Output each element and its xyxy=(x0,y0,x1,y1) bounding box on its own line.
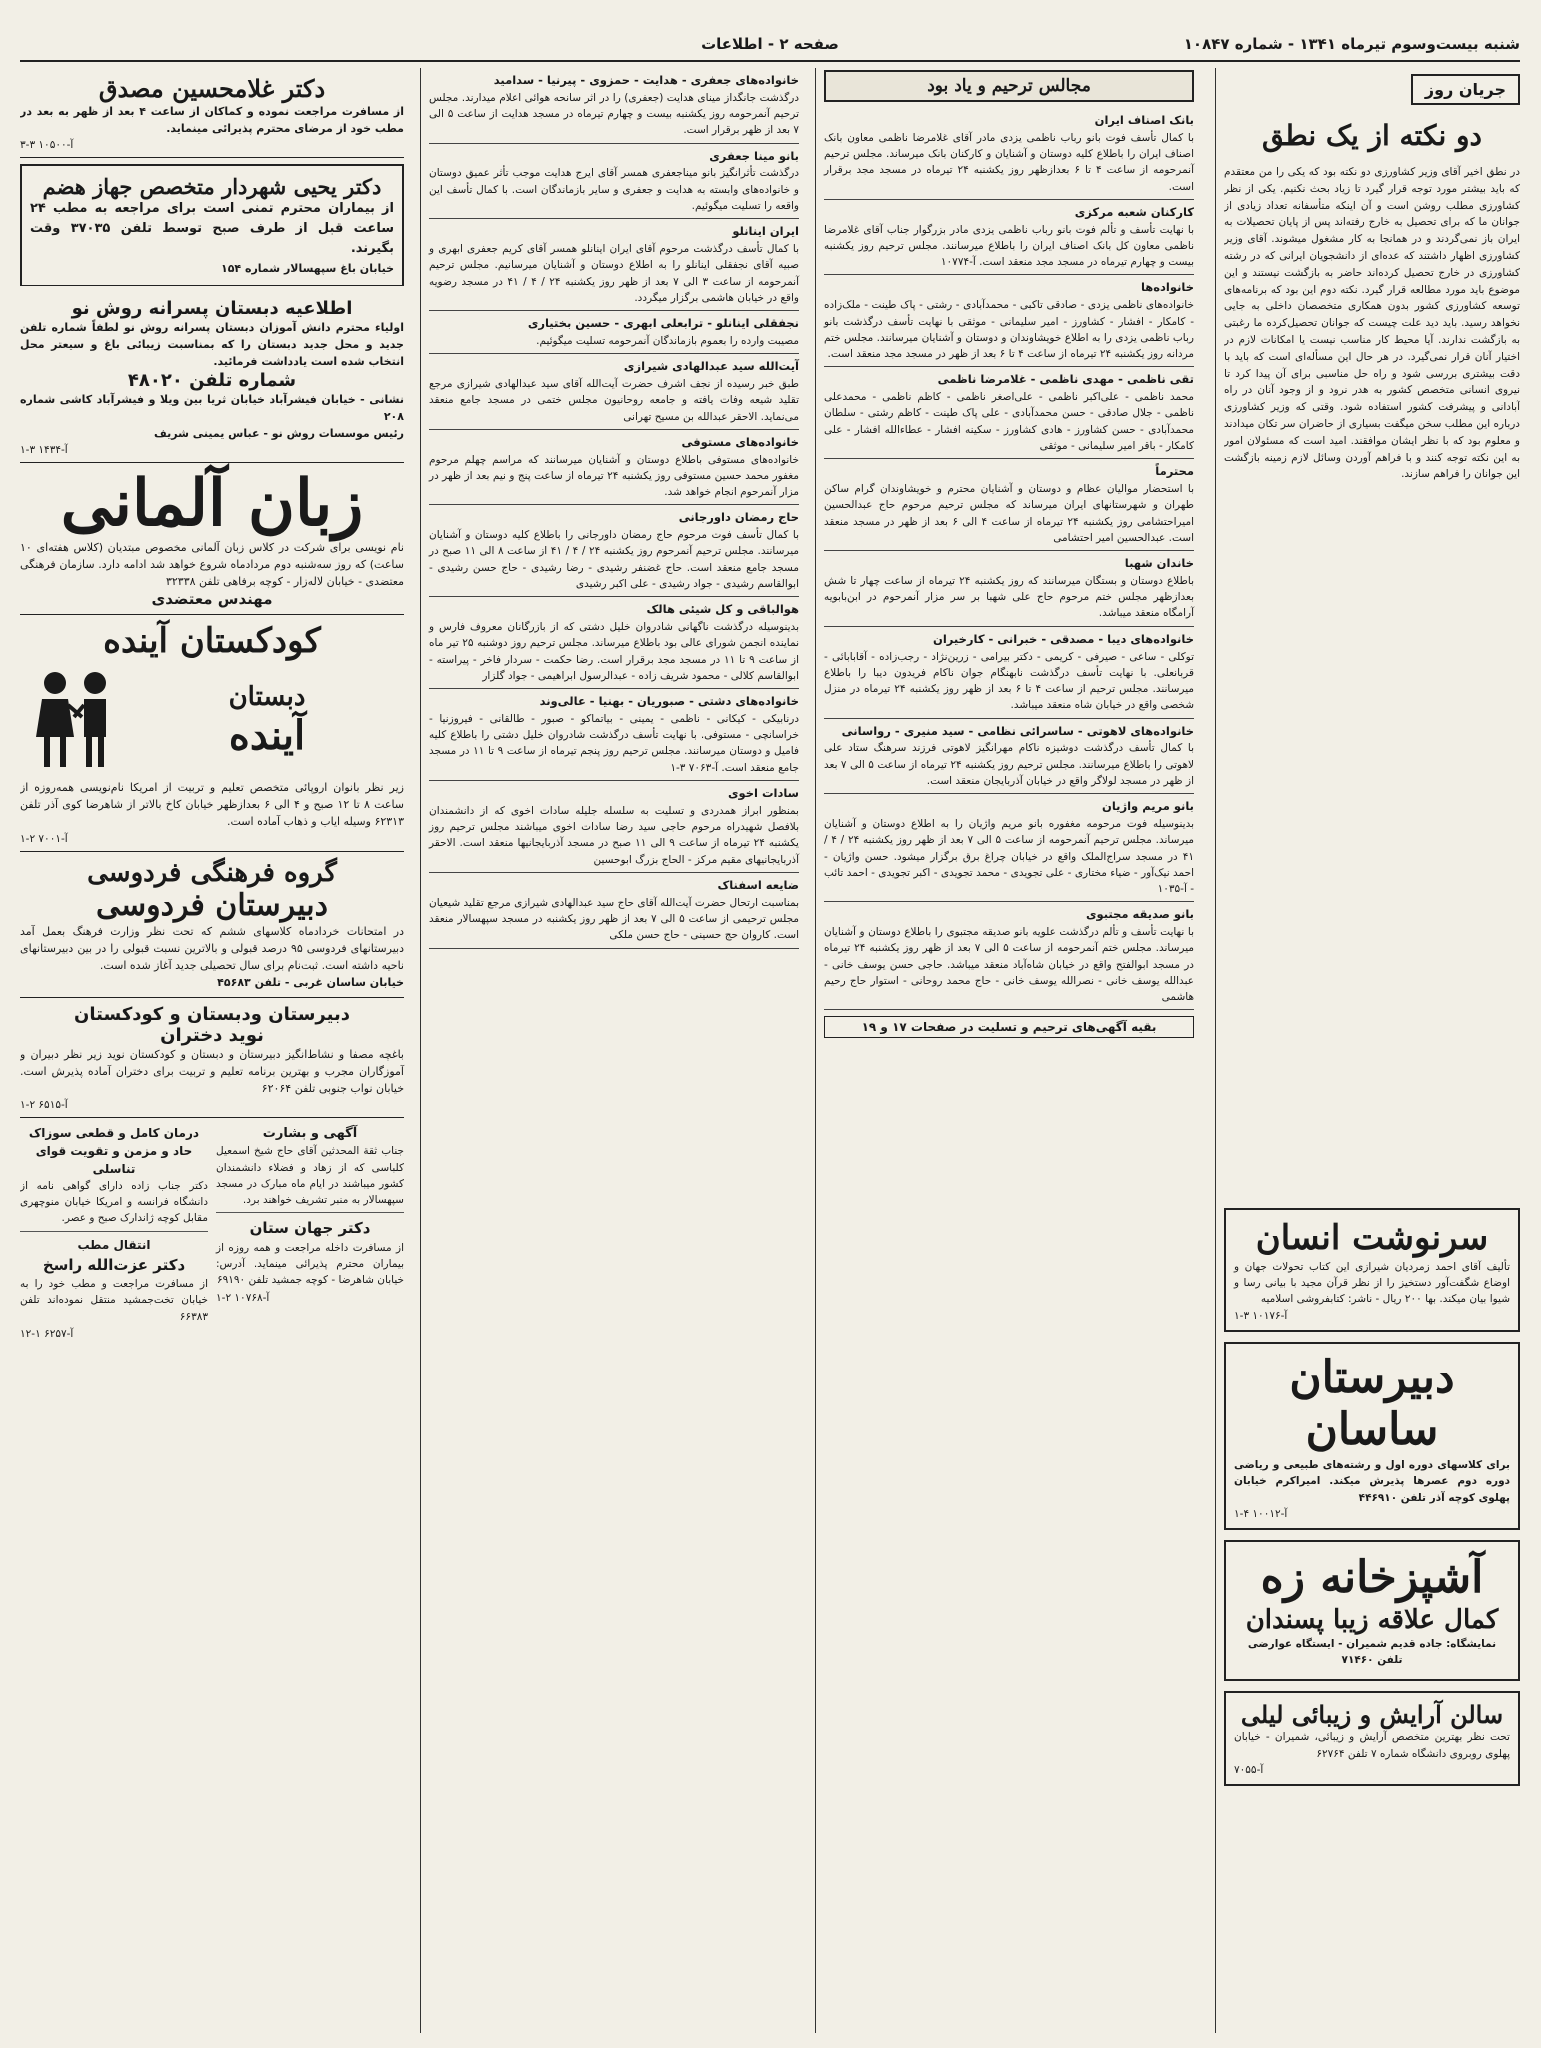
section-banner: مجالس ترحیم و یاد بود xyxy=(824,70,1194,102)
notice-body: با نهایت تأسف و تألم فوت بانو رباب ناظمی یزدی مادر بزرگوار جناب آقای غلامرضا ناظمی معاون کل بانک اصناف ایران را باطلاع میرسانند. مجلس ترحیم روز یکشنبه بیست و چهارم تیرماه در مسجد مجد منعقد است. آ-۱۰۷۷۴ xyxy=(824,223,1194,269)
column-ads xyxy=(20,68,412,2033)
ad-ferdowsi xyxy=(20,852,404,998)
ad-text: باغچه مصفا و نشاط‌انگیز دبیرستان و دبستان و کودکستان نوید زیر نظر دبیران و آموزگاران مجرب و بهترین برنامه تعلیم و تربیت برای دختران آماده پذیرش است. خیابان نواب جنوبی تلفن ۶۲۰۶۴ xyxy=(20,1047,404,1095)
continued-note: بقیه آگهی‌های ترحیم و تسلیت در صفحات ۱۷ و ۱۹ xyxy=(824,1016,1194,1038)
ad-ashpazkhane xyxy=(1224,1540,1520,1681)
memorial-notice xyxy=(824,367,1194,459)
ad-code: آ-۱۰۵۰۰ ۳-۳ xyxy=(20,139,74,152)
notice-title: ضایعه اسفناک xyxy=(717,877,799,892)
ad-subtitle: کمال علاقه زیبا پسندان xyxy=(1245,1604,1499,1635)
ad-text: دکتر جناب زاده دارای گواهی نامه از دانشگاه فرانسه و امریکا خیابان منوچهری مقابل کوچه ژاندارک صبح و عصر. xyxy=(20,1179,208,1225)
ad-title: دبیرستان ودبستان و کودکستان xyxy=(74,1003,350,1025)
ad-dr-mosaddegh xyxy=(20,68,404,158)
ad-ravesh-no xyxy=(20,292,404,463)
ad-code: آ-۱۰۱۷۶ ۳-۱ xyxy=(1234,1309,1288,1322)
ad-text: از بیماران محترم تمنی است برای مراجعه به مطب ۲۴ ساعت قبل از طرف صبح توسط تلفن ۳۷۰۳۵ وقت بگیرند. xyxy=(30,201,394,257)
ad-title: دکتر یحیی شهردار متخصص جهاز هضم xyxy=(42,174,382,200)
memorial-notice xyxy=(824,200,1194,276)
memorial-notice xyxy=(429,430,799,506)
memorial-notice xyxy=(429,873,799,949)
notice-title: ایران اینانلو xyxy=(732,224,799,239)
notice-body: خانواده‌های ناظمی یزدی - صادقی تاکبی - محمدآبادی - رشتی - پاک طینت - ملک‌زاده - کامکار - افشار - کشاورز - امیر سلیمانی - موثقی با نهایت تأسف درگذشت بانو رباب ناظمی یزدی را به اطلاع خویشاوندان و دوستان و آشنایان میرسانند. مجلس ختم مردانه روز یکشنبه ۲۴ تیرماه از ساعت ۴ تا ۶ بعد از ظهر در مسجد مجد منعقد است. xyxy=(824,299,1194,361)
memorial-notice xyxy=(429,311,799,354)
ad-title-2: انتقال مطب xyxy=(77,1237,151,1252)
memorial-notice xyxy=(429,354,799,430)
ad-title: اطلاعیه دبستان پسرانه روش نو xyxy=(71,297,353,319)
article-title: دو نکته از یک نطق xyxy=(1262,119,1482,152)
memorial-notice xyxy=(429,689,799,781)
ad-navid xyxy=(20,998,404,1118)
notice-title: بانو مینا جعفری xyxy=(709,148,799,163)
header-page-number: صفحه ۲ - اطلاعات xyxy=(701,35,839,53)
notice-list xyxy=(429,68,799,949)
ad-code: آ-۷۰۵۵ xyxy=(1234,1763,1264,1776)
ad-text: تحت نظر بهترین متخصص آرایش و زیبائی، شمیران - خیابان پهلوی روبروی دانشگاه شماره ۷ تلفن ۶۲۷۶۴ xyxy=(1234,1731,1510,1760)
memorial-notice xyxy=(824,275,1194,367)
ad-doctor-name: دکتر عزت‌الله راسخ xyxy=(42,1255,186,1274)
ad-title: دبیرستان ساسان xyxy=(1289,1351,1455,1456)
ad-title: سرنوشت انسان xyxy=(1255,1218,1489,1258)
notice-body: مصیبت وارده را بعموم بازماندگان آنمرحومه تسلیت میگوئیم. xyxy=(536,334,799,347)
ad-title: سالن آرایش و زیبائی لیلی xyxy=(1240,1699,1504,1729)
memorial-notice xyxy=(429,505,799,597)
notice-title: خانواده‌های مستوفی xyxy=(681,434,799,449)
notice-title: حاج رمضان داورجانی xyxy=(678,510,799,525)
ad-darman xyxy=(20,1124,208,1343)
ad-title: آشپزخانه زه xyxy=(1260,1551,1484,1603)
notice-body: توکلی - ساعی - صیرفی - کریمی - دکتر بیرامی - زرین‌نژاد - رجب‌زاده - آقابابائی - قربانعلی. با نهایت تأسف درگذشت نابهنگام جوان ناکام فریدون دیبا را باطلاع میرسانند. مجلس ترحیم از ساعت ۴ تا ۶ بعد از ظهر روز یکشنبه ۲۴ تیرماه در منزل شخصی واقع در خیابان شاه منعقد میباشد. xyxy=(824,650,1194,712)
notice-title: کارکنان شعبه مرکزی xyxy=(1074,204,1194,219)
ad-signature: رئیس موسسات روش نو - عباس یمینی شریف xyxy=(154,426,404,440)
notice-body: با کمال تأسف درگذشت دوشیزه ناکام مهرانگیز لاهوتی فرزند سرهنگ ستاد علی لاهوتی را باطلاع میرسانند. مجلس ترحیم روز یکشنبه ۲۴ تیرماه از ساعت ۵ الی ۷ بعد از ظهر در مسجد لولاگر واقع در خیابان آذربایجان منعقد است. xyxy=(824,742,1194,787)
memorial-notice xyxy=(824,719,1194,795)
notice-body: درگذشت جانگداز مینای هدایت (جعفری) را در اثر سانحه هوائی اعلام میدارند. مجلس ترحیم آنمرحومه روز یکشنبه بیست و چهارم تیرماه در مسجد هدایت از ساعت ۵ الی ۷ بعد از ظهر برقرار است. xyxy=(429,91,799,137)
ad-dabirestan-sasan xyxy=(1224,1342,1520,1530)
ad-doctor-name: دکتر جهان ستان xyxy=(249,1219,371,1238)
notice-body: بمناسبت ارتحال حضرت آیت‌الله آقای حاج سید عبدالهادی شیرازی مرجع تقلید شیعیان مجلس ترحیمی از ساعت ۵ الی ۷ بعد از ظهر روز یکشنبه در مسجد سپهسالار منعقد است. کاروان حج حسینی - حاج حسن ملکی xyxy=(429,896,800,942)
notice-body: بدینوسیله فوت مرحومه مغفوره بانو مریم واژیان را به اطلاع دوستان و آشنایان میرساند. مجلس ترحیم آنمرحومه از ساعت ۵ الی ۷ بعد از ظهر روز یکشنبه ۲۴ / ۴ / ۴۱ در مسجد سراج‌الملک واقع در خیابان چراغ برق برگزار میشود. حسن واژیان - احمد نیک‌آور - ضیاء مختاری - علی تجویدی - محمد تجویدی - اکبر تجویدی - احمد تائب - آ-۱۰۳۵ xyxy=(824,818,1194,896)
memorial-notice xyxy=(824,794,1194,902)
memorial-notice xyxy=(429,781,799,873)
notice-title: بانک اصناف ایران xyxy=(1094,113,1194,127)
ad-koodakestan-ayandeh xyxy=(20,615,404,851)
ad-subtitle: نوید دختران xyxy=(160,1024,264,1046)
notice-body: طبق خبر رسیده از نجف اشرف حضرت آیت‌الله آقای سید عبدالهادی شیرازی مرجع تقلید شیعه وفات یافته و جامعه روحانیون مجلس ختمی در مسجد جامع منعقد می‌نماید. الاحقر عبدالله بن مسیح تهرانی xyxy=(429,377,799,423)
ad-phone: شماره تلفن ۴۸۰۲۰ xyxy=(127,369,297,391)
ad-title: دکتر غلامحسین مصدق xyxy=(98,74,326,103)
memorial-notice xyxy=(824,459,1194,551)
ad-salon-leili xyxy=(1224,1691,1520,1786)
notice-title: آیت‌الله سید عبدالهادی شیرازی xyxy=(623,359,799,374)
notice-body: درگذشت تأثرانگیز بانو میناجعفری همسر آقای ایرج هدایت موجب تأثر عمیق دوستان و خانواده‌های وابسته به هدایت و جعفری و سایر بازماندگان است. با کمال تأسف این واقعه را تسلیت میگوئیم. xyxy=(429,167,799,212)
notice-title: خاندان شهبا xyxy=(1124,556,1194,571)
ad-address: خیابان ساسان غربی - تلفن ۴۵۶۸۳ xyxy=(217,975,404,989)
notice-title: محترماً xyxy=(1155,464,1194,479)
notice-body: با کمال تأسف فوت مرحوم حاج رمضان داورجانی را باطلاع کلیه دوستان و آشنایان میرسانند. مجلس ترحیم آنمرحوم روز یکشنبه ۲۴ / ۴ / ۴۱ از ساعت ۸ الی ۱۱ صبح در مسجد جامع منعقد است. حاج غضنفر رشیدی - رضا رشیدی - حاج حسن رشیدی - ابوالقاسم رشیدی - جواد رشیدی - علی اکبر رشیدی xyxy=(429,529,799,590)
memorial-notice xyxy=(429,68,799,144)
column-memorials-1 xyxy=(815,68,1202,2033)
ad-text: در امتحانات خردادماه کلاسهای ششم که تحت نظر وزارت فرهنگ بعمل آمد دبیرستانهای فردوسی ۹۵ درصد قبولی و بالاترین نسبت قبولی را در بین دبیرستانهای ناحیه داشته است. ثبت‌نام برای سال تحصیلی جدید آغاز شده است. xyxy=(20,924,405,972)
ad-title: زبان آلمانی xyxy=(60,465,364,541)
ad-subtitle: حاد و مزمن و تقویت قوای تناسلی xyxy=(35,1143,193,1176)
ad-address: نشانی - خیابان فیشرآباد خیابان ثریا بین ویلا و فیشرآباد کاشی شماره ۲۰۸ xyxy=(20,392,404,423)
ad-subtitle: دبستان xyxy=(228,681,306,712)
notice-title: خانواده‌های جعفری - هدایت - حمزوی - پیرنیا - سدامید xyxy=(493,73,799,87)
memorial-notice xyxy=(824,902,1194,1010)
ad-text-2: از مسافرت مراجعت و مطب خود را به خیابان تخت‌جمشید منتقل نموده‌اند تلفن ۶۶۳۸۳ xyxy=(20,1278,208,1323)
notice-title: خانواده‌های لاهوتی - ساسرائی نظامی - سید منیری - رواسانی xyxy=(841,723,1194,738)
ad-text: زیر نظر بانوان اروپائی متخصص تعلیم و تربیت از امریکا نام‌نویسی همه‌روزه از ساعت ۸ تا ۱۲ صبح و ۴ الی ۶ بعدازظهر خیابان کاخ بالاتر از شاهرضا کوی آذر تلفن ۶۲۳۱۳ وسیله ایاب و ذهاب آماده است. xyxy=(20,781,405,829)
ad-code: آ-۶۲۵۷ ۱-۱۲ xyxy=(20,1327,74,1340)
notice-body: با استحضار موالیان عظام و دوستان و آشنایان محترم و خویشاوندان گرام ساکن طهران و شهرستانهای ایران میرساند که مجلس ترحیم مرحوم حاج عبدالحسین امیراحتشامی روز یکشنبه ۲۴ تیرماه از ساعت ۴ الی ۶ بعد از ظهر در مسجد منعقد است. عبدالحسین امیر احتشامی xyxy=(824,483,1194,544)
children-illustration-icon xyxy=(20,665,130,775)
ad-signature: مهندس معتضدی xyxy=(151,590,273,609)
ad-sarnevesht-ensan xyxy=(1224,1208,1520,1332)
memorial-notice xyxy=(824,551,1194,627)
ad-zaban-almani xyxy=(20,463,404,616)
memorial-notice xyxy=(429,219,799,311)
notice-title: خانواده‌ها xyxy=(1140,280,1194,295)
notice-body: درنابیکی - کیکانی - ناظمی - یمینی - بیاتماکو - صبور - طالقانی - فیروزنیا - خراسانچی - مستوفی. با نهایت تأسف درگذشت شادروان خلیل دشتی را باطلاع کلیه فامیل و دوستان میرسانند. مجلس ترحیم روز پنجم تیرماه از ساعت ۹ تا ۱۱ در مسجد جامع منعقد است. آ-۷۰۶۳ ۳-۱ xyxy=(429,712,800,774)
page-header xyxy=(20,28,1520,62)
memorial-notice xyxy=(824,627,1194,719)
small-ads-row xyxy=(20,1124,404,1343)
memorial-notice xyxy=(824,108,1194,200)
notice-body: محمد ناظمی - علی‌اکبر ناظمی - علی‌اصغر ناظمی - کاظم ناظمی - محمدعلی ناظمی - جلال صادقی - حسن محمدآبادی - علی پاک طینت - کاظم رشتی - سلطان محمدآبادی - حسن کشاورز - هادی کشاورز - سکینه افشار - عطاءالله افشار - علی کامکار - باقر امیر سلیمانی - موثقی xyxy=(824,391,1194,452)
section-label: جریان روز xyxy=(1411,74,1520,105)
ad-text: تألیف آقای احمد زمردیان شیرازی این کتاب تحولات جهان و اوضاع شگفت‌آور دستخیز را از نظر قرآن مجید با بیانی رسا و شیوا بیان میکند. بها ۲۰۰ ریال - ناشر: کتابفروشی اسلامیه xyxy=(1234,1260,1510,1306)
notice-title: هوالباقی و کل شیئی هالک xyxy=(646,602,799,617)
notice-body: با نهایت تأسف و تألم درگذشت علویه بانو صدیقه مجتبوی را باطلاع دوستان و آشنایان میرساند. مجلس ختم آنمرحومه از ساعت ۵ الی ۷ بعد از ظهر روز یکشنبه ۲۴ تیرماه در مسجد ابوالفتح واقع در خیابان شاه‌آباد منعقد میباشد. حاجی حسن یوسف خانی - عبدالله یوسف خانی - نصرالله یوسف خانی - حاج محمد روحانی - استوار حاج رحیم هاشمی xyxy=(824,926,1195,1004)
ad-code: آ-۱۰۰۱۲ ۴-۱ xyxy=(1234,1507,1288,1520)
article-body: در نطق اخیر آقای وزیر کشاورزی دو نکته بود که یکی را من معتقدم که باید بیشتر مورد توجه قرار گیرد تا زیاد بحث نکنیم. یکی از نظر کشاورزی مطلب روشن است و آن اینکه متأسفانه تعداد زیادی از جوانان ما که برای تحصیل به خارج رفته‌اند پس از پایان تحصیلات به ایران باز نمی‌گردند و در همانجا به کار مشغول میشوند. آقای وزیر کشاورزی اظهار داشتند که عده‌ای از دانشجویان ایرانی که در رشته کشاورزی در خارج تحصیل کرده‌اند حاضر به بازگشت نیستند و این موضوع باید مورد مطالعه قرار گیرد. نکته دوم این بود که برنامه‌های توسعه کشاورزی کشور بدون همکاری متخصصان داخلی به جایی نخواهد رسید. باید دید علت چیست که جوانان تحصیل‌کرده ما رغبتی به بازگشت ندارند. آیا محیط کار مناسب نیست یا امکانات لازم در اختیار آنان قرار نمی‌گیرد. در هر حال این مسأله‌ای است که باید با دقت بیشتری بررسی شود و راه حل مناسبی برای آن پیدا کرد تا نیروی انسانی متخصص کشور به هدر نرود و از وجود آنان در راه آبادانی و پیشرفت کشور استفاده شود. وقتی که وزیر کشاورزی درباره این مطلب سخن میگفت بسیاری از حاضران سر تکان میدادند و معلوم بود که با نظر ایشان موافقند. امید است که مسئولان امور به این نکته توجه کنند و با فراهم آوردن وسائل لازم زمینه بازگشت این جوانان را فراهم سازند. xyxy=(1224,166,1520,481)
ad-text: برای کلاسهای دوره اول و رشته‌های طبیعی و ریاضی دوره دوم عصرها پذیرش میکند. امیراکرم خیابان پهلوی کوچه آذر تلفن ۴۴۶۹۱۰ xyxy=(1234,1459,1510,1504)
ad-title: گروه فرهنگی فردوسی xyxy=(87,857,337,888)
ad-subtitle-2: آینده xyxy=(228,711,306,759)
ad-code: آ-۱۴۳۴ ۳-۱ xyxy=(20,443,68,456)
notice-body: بدینوسیله درگذشت ناگهانی شادروان خلیل دشتی که از بازرگانان معروف فارس و نماینده انجمن شورای عالی بود باطلاع میرساند. مجلس ترحیم روز دوشنبه ۲۵ تیر ماه از ساعت ۹ تا ۱۱ در مسجد مجد برقرار است. رضا حکمت - سردار فاخر - پیراسته - ابوالقاسم کلالی - محمود شریف زاده - عبدالرسول ابراهیمی - جواد گلزار xyxy=(429,621,799,682)
ad-code: آ-۶۵۱۵ ۲-۱ xyxy=(20,1098,68,1111)
ad-text: از مسافرت مراجعت نموده و کماکان از ساعت ۴ بعد از ظهر به بعد در مطب خود از مرضای محترم پذیرائی مینماید. xyxy=(20,105,404,136)
notice-title: خانواده‌های دشتی - صبوریان - بهنیا - عالی‌وند xyxy=(539,694,799,709)
ad-subtitle: دبیرستان فردوسی xyxy=(95,887,328,923)
notice-title: سادات اخوی xyxy=(727,786,799,801)
notice-title: بانو مریم واژیان xyxy=(1102,799,1194,814)
column-memorials-2 xyxy=(420,68,807,2033)
notice-list xyxy=(824,108,1194,1010)
ad-dr-shahrdar xyxy=(20,164,404,285)
header-issue: شنبه بیست‌وسوم تیرماه ۱۳۴۱ - شماره ۱۰۸۴۷ xyxy=(1183,35,1520,53)
ad-text: اولیاء محترم دانش آموزان دبستان پسرانه روش نو لطفاً شماره تلفن جدید و محل جدید دبستان را که بمناسبت زیبائی باغ و سیعتر محل انتخاب شده است یادداشت فرمائید. xyxy=(20,320,404,368)
newspaper-page xyxy=(20,28,1520,2033)
ad-text: نمایشگاه: جاده قدیم شمیران - ایستگاه عوارضی تلفن ۷۱۴۶۰ xyxy=(1247,1637,1497,1667)
ad-code: آ-۱۰۷۶۸ ۲-۱ xyxy=(216,1291,270,1304)
ad-code: آ-۷۰۰۱ ۲-۱ xyxy=(20,832,68,845)
notice-title: خانواده‌های دیبا - مصدقی - خبرانی - کارخیران xyxy=(933,631,1194,646)
notice-title: بانو صدیقه مجتبوی xyxy=(1085,907,1194,922)
notice-title: نجفقلی اینانلو - ترابعلی ابهری - حسین بختیاری xyxy=(527,316,799,331)
memorial-notice xyxy=(429,144,799,220)
ad-address: خیابان باغ سپهسالار شماره ۱۵۴ xyxy=(220,261,394,275)
notice-body: خانواده‌های مستوفی باطلاع دوستان و آشنایان میرسانند که مراسم چهلم مرحوم مغفور محمد حسین مستوفی روز یکشنبه ۲۴ تیرماه از ساعت پنج و نیم بعد از ظهر در مزار آنمرحوم انجام خواهد شد. xyxy=(429,453,799,499)
notice-body: بمنظور ابراز همدردی و تسلیت به سلسله جلیله سادات اخوی که از دانشمندان بلافصل شهیدراه مرحوم حاجی سید رضا سادات اخوی میباشند مجلس ترحیم روز یکشنبه ۲۴ تیرماه از ساعت ۹ الی ۱۱ صبح در مسجد آذربایجانیها منعقد است. الاحقر آذربایجانیهای مقیم مرکز - الحاج بزرگ ابوحسین xyxy=(429,804,799,866)
ad-text: جناب ثقة المحدثین آقای حاج شیخ اسمعیل کلباسی که از زهاد و فضلاء دانشمندان کشور میباشند در ایام ماه مبارک در مسجد سپهسالار به منبر تشریف خواهند برد. xyxy=(216,1145,404,1207)
ad-title: درمان کامل و قطعی سوزاک xyxy=(28,1125,200,1140)
column-jarian-rooz xyxy=(1215,68,1520,2033)
ad-text: نام نویسی برای شرکت در کلاس زبان آلمانی مخصوص مبتدیان (کلاس هفته‌ای ۱۰ ساعت) که روز سه‌شنبه دوم مردادماه شروع خواهد شد ادامه دارد. سازمان فرهنگی معتضدی - خیابان لاله‌زار - کوچه برفاهی تلفن ۳۲۳۳۸ xyxy=(20,541,404,589)
notice-body: با کمال تأسف فوت بانو رباب ناظمی یزدی مادر آقای غلامرضا ناظمی معاون بانک اصناف ایران را باطلاع کلیه دوستان و آشنایان و کارکنان بانک میرساند. مجلس ترحیم آنمرحومه از ساعت ۴ تا ۶ بعدازظهر روز یکشنبه ۲۴ تیرماه در مسجد مجد برقرار است. xyxy=(824,131,1195,193)
notice-body: با کمال تأسف درگذشت مرحوم آقای ایران اینانلو همسر آقای کریم جعفری ابهری و صبیه آقای نجفقلی اینانلو را به اطلاع دوستان و آشنایان میرسانیم. مجلس ترحیم آنمرحومه از ساعت ۳ الی ۷ بعد از ظهر روز یکشنبه ۲۴ / ۴ / ۴۱ در مسجد رضویه واقع در خیابان هاشمی برگزار میگردد. xyxy=(429,243,799,304)
notice-title: تقی ناظمی - مهدی ناظمی - غلامرضا ناظمی xyxy=(937,372,1194,387)
memorial-notice xyxy=(429,597,799,689)
ad-title: آگهی و بشارت xyxy=(262,1125,358,1141)
notice-body: باطلاع دوستان و بستگان میرسانند که روز یکشنبه ۲۴ تیرماه از ساعت چهار تا شش بعدازظهر مجلس ختم مرحوم حاج علی شهبا بر سر مزار آنمرحوم در ابن‌بابویه آرامگاه منعقد میباشد. xyxy=(824,574,1195,620)
ad-beshārat xyxy=(216,1124,404,1343)
ad-text-2: از مسافرت داخله مراجعت و همه روزه از بیماران محترم پذیرائی مینماید. آدرس: خیابان شاهرضا - کوچه جمشید تلفن ۶۹۱۹۰ xyxy=(216,1241,404,1287)
ad-title: کودکستان آینده xyxy=(103,621,321,662)
